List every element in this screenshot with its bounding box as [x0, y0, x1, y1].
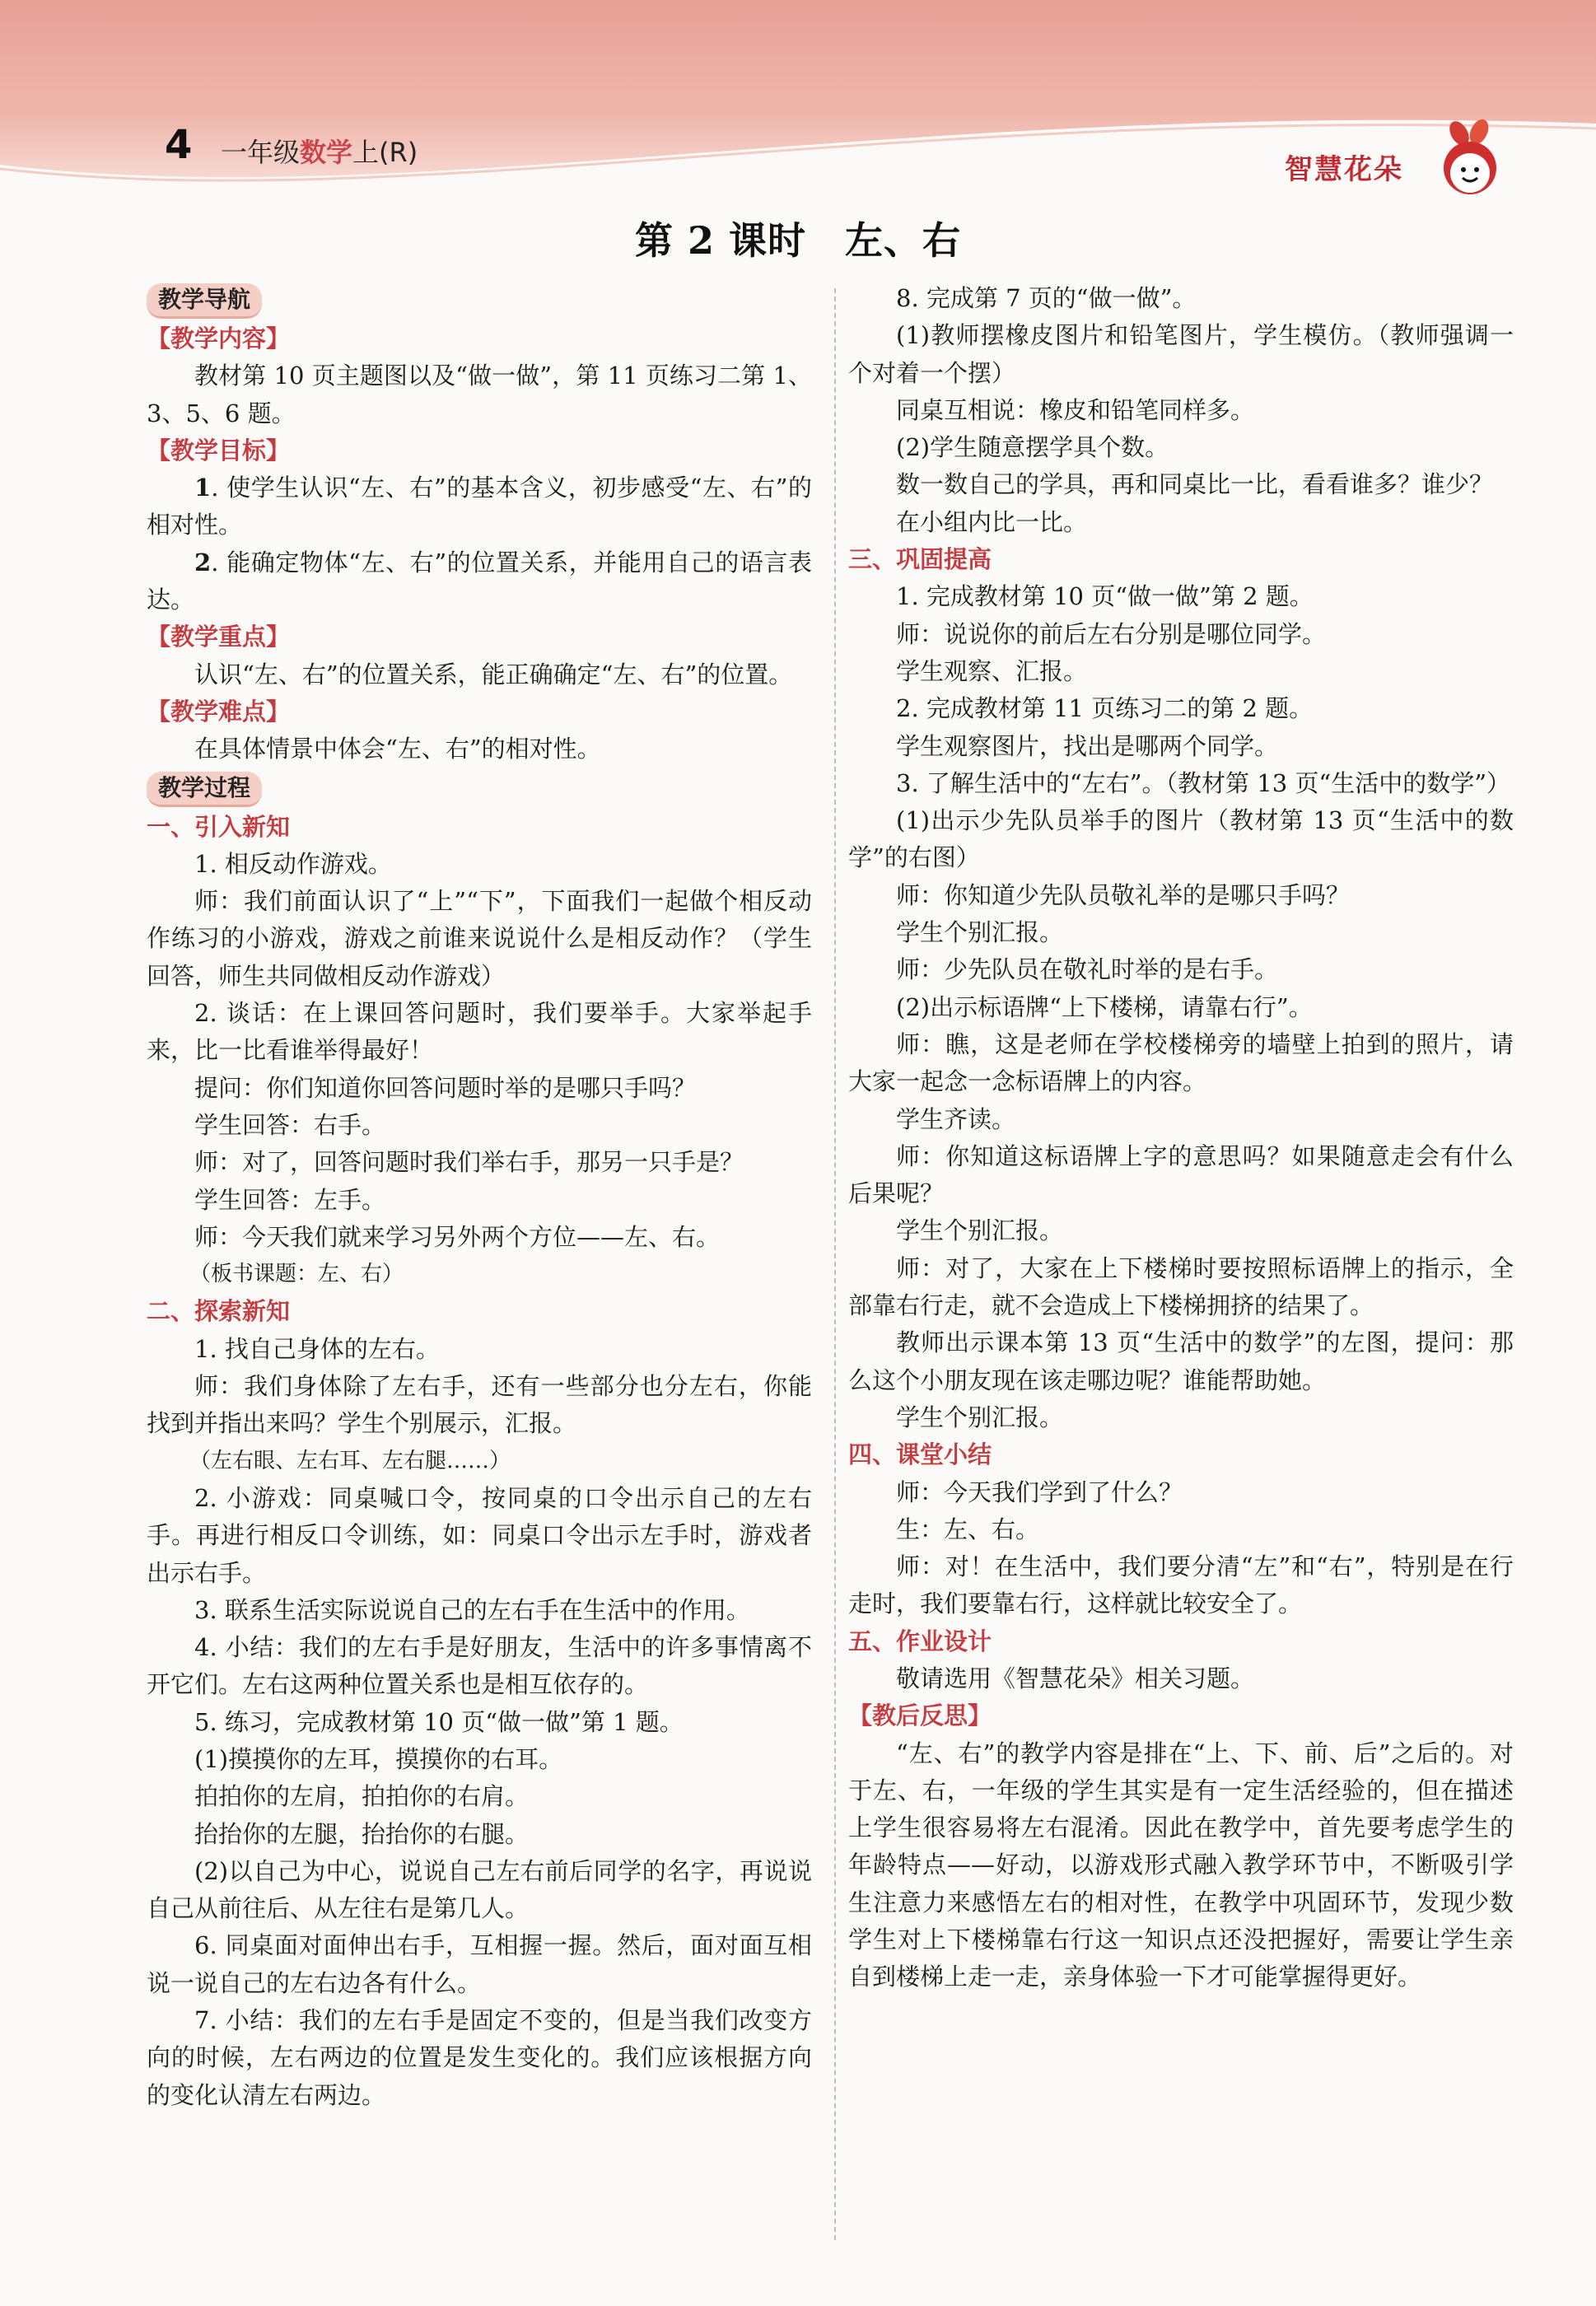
paragraph: 2. 谈话：在上课回答问题时，我们要举手。大家举起手来，比一比看谁举得最好！	[147, 999, 812, 1065]
mascot-icon	[1438, 115, 1502, 201]
paragraph: 师：说说你的前后左右分别是哪位同学。	[896, 619, 1327, 648]
paragraph: 学生回答：左手。	[194, 1185, 386, 1214]
paragraph: 拍拍你的左肩，拍拍你的右肩。	[194, 1782, 530, 1811]
paragraph: (1)出示少先队员举手的图片（教材第 13 页“生活中的数学”的右图）	[848, 806, 1514, 872]
right-column	[848, 280, 1514, 1996]
content-text: 教材第 10 页主题图以及“做一做”，第 11 页练习二第 1、3、5、6 题。	[147, 362, 812, 427]
book-title-edition: 上(R)	[352, 137, 418, 168]
paragraph: 1. 相反动作游戏。	[194, 849, 392, 878]
goal-2-text: . 能确定物体“左、右”的位置关系，并能用自己的语言表达。	[147, 548, 812, 614]
paragraph: 师：今天我们就来学习另外两个方位——左、右。	[194, 1222, 721, 1251]
paragraph: （左右眼、左右耳、左右腿……）	[189, 1448, 511, 1473]
paragraph: (1)教师摆橡皮图片和铅笔图片，学生模仿。（教师强调一个对着一个摆）	[848, 321, 1514, 387]
section-3-heading: 三、巩固提高	[848, 545, 992, 574]
lesson-title: 第 2 课时 左、右	[634, 218, 962, 263]
paragraph: 师：瞧，这是老师在学校楼梯旁的墙壁上拍到的照片，请大家一起念一念标语牌上的内容。	[848, 1029, 1514, 1096]
paragraph: 5. 练习，完成教材第 10 页“做一做”第 1 题。	[194, 1707, 684, 1736]
section-1-heading: 一、引入新知	[147, 812, 291, 841]
paragraph: 提问：你们知道你回答问题时举的是哪只手吗？	[194, 1073, 697, 1102]
paragraph: 学生观察、汇报。	[896, 656, 1088, 685]
page-number: 4	[165, 122, 193, 168]
paragraph: 在小组内比一比。	[896, 507, 1088, 536]
paragraph: 3. 联系生活实际说说自己的左右手在生活中的作用。	[194, 1595, 750, 1624]
section-2-heading: 二、探索新知	[147, 1297, 291, 1326]
book-title-grade: 一年级	[221, 137, 301, 168]
goal-2-number: 2	[194, 548, 212, 576]
goal-1-text: . 使学生认识“左、右”的基本含义，初步感受“左、右”的相对性。	[147, 474, 812, 539]
paragraph: 数一数自己的学具，再和同桌比一比，看看谁多？谁少？	[896, 470, 1494, 499]
paragraph: (2)学生随意摆学具个数。	[896, 433, 1169, 462]
paragraph: 生：左、右。	[896, 1515, 1040, 1543]
difficulty-text: 在具体情景中体会“左、右”的相对性。	[194, 735, 601, 763]
paragraph: （板书课题：左、右）	[189, 1262, 404, 1287]
goal-2	[147, 544, 812, 619]
paragraph: (2)以自己为中心，说说自己左右前后同学的名字，再说说自己从前往后、从左往右是第几人。	[147, 1856, 812, 1923]
paragraph: 师：你知道这标语牌上字的意思吗？如果随意走会有什么后果呢？	[848, 1141, 1514, 1208]
paragraph: 教师出示课本第 13 页“生活中的数学”的左图，提问：那么这个小朋友现在该走哪边呢？谁能帮助她。	[848, 1328, 1514, 1394]
paragraph: 6. 同桌面对面伸出右手，互相握一握。然后，面对面互相说一说自己的左右边各有什么。	[147, 1931, 812, 1997]
teaching-process-badge: 教学过程	[147, 772, 262, 807]
teaching-nav-badge: 教学导航	[147, 283, 262, 319]
section-5-heading: 五、作业设计	[848, 1627, 992, 1655]
paragraph: 学生个别汇报。	[896, 1403, 1064, 1431]
paragraph: 抬抬你的左腿，抬抬你的右腿。	[194, 1819, 530, 1848]
key-point-label: 【教学重点】	[147, 623, 291, 651]
book-title-subject: 数学	[300, 137, 353, 168]
section-4-heading: 四、课堂小结	[848, 1440, 992, 1469]
paragraph: 2. 小游戏：同桌喊口令，按同桌的口令出示自己的左右手。再进行相反口令训练，如：同桌口令出示左手时，游戏者出示右手。	[147, 1483, 812, 1587]
difficulty-label: 【教学难点】	[147, 697, 291, 726]
paragraph: 师：对了，大家在上下楼梯时要按照标语牌上的指示，全部靠右行走，就不会造成上下楼梯拥挤的结果了。	[848, 1253, 1514, 1320]
left-column	[147, 280, 812, 2114]
book-title	[221, 132, 418, 170]
paragraph: (1)摸摸你的左耳，摸摸你的右耳。	[194, 1744, 563, 1773]
reflection-label: 【教后反思】	[848, 1701, 992, 1730]
paragraph: 学生个别汇报。	[896, 1216, 1064, 1245]
brand-name: 智慧花朵	[1285, 153, 1403, 186]
paragraph: 同桌互相说：橡皮和铅笔同样多。	[896, 395, 1255, 424]
paragraph: 2. 完成教材第 11 页练习二的第 2 题。	[896, 694, 1314, 723]
reflection-text: “左、右”的教学内容是排在“上、下、前、后”之后的。对于左、右，一年级的学生其实是有一定生活经验的，但在描述上学生很容易将左右混淆。因此在教学中，首先要考虑学生的年龄特点——好动，以游戏形式融入教学环节中，不断吸引学生注意力来感悟左右的相对性，在教学中巩固环节，发现少数学生对上下楼梯靠右行这一知识点还没把握好，需要让学生亲自到楼梯上走一走，亲身体验一下才可能掌握得更好。	[848, 1739, 1514, 1991]
paragraph: 师：我们前面认识了“上”“下”，下面我们一起做个相反动作练习的小游戏，游戏之前谁来说说什么是相反动作？（学生回答，师生共同做相反动作游戏）	[147, 887, 812, 990]
paragraph: 学生齐读。	[896, 1104, 1016, 1133]
goals-label: 【教学目标】	[147, 436, 291, 464]
paragraph: 7. 小结：我们的左右手是固定不变的，但是当我们改变方向的时候，左右两边的位置是发生变化的。我们应该根据方向的变化认清左右两边。	[147, 2006, 812, 2109]
paragraph: 师：对了，回答问题时我们举右手，那另一只手是？	[194, 1148, 744, 1177]
goal-1	[147, 469, 812, 544]
goal-1-number: 1	[194, 474, 212, 502]
paragraph: 学生个别汇报。	[896, 918, 1064, 947]
paragraph: 4. 小结：我们的左右手是好朋友，生活中的许多事情离不开它们。左右这两种位置关系也是相互依存的。	[147, 1633, 812, 1699]
column-divider	[834, 288, 836, 2240]
paragraph: 1. 完成教材第 10 页“做一做”第 2 题。	[896, 582, 1314, 611]
key-point-text: 认识“左、右”的位置关系，能正确确定“左、右”的位置。	[194, 660, 793, 689]
paragraph: 师：今天我们学到了什么？	[896, 1477, 1183, 1506]
paragraph: 学生回答：右手。	[194, 1110, 386, 1139]
paragraph: 敬请选用《智慧花朵》相关习题。	[896, 1664, 1255, 1692]
paragraph: 师：对！在生活中，我们要分清“左”和“右”，特别是在行走时，我们要靠右行，这样就比较安全了。	[848, 1552, 1514, 1618]
paragraph: 师：你知道少先队员敬礼举的是哪只手吗？	[896, 880, 1351, 909]
paragraph: 师：我们身体除了左右手，还有一些部分也分左右，你能找到并指出来吗？学生个别展示，汇报。	[147, 1372, 812, 1438]
paragraph: (2)出示标语牌“上下楼梯，请靠右行”。	[896, 992, 1313, 1021]
paragraph: 师：少先队员在敬礼时举的是右手。	[896, 955, 1279, 984]
content-label: 【教学内容】	[147, 324, 291, 352]
paragraph: 学生观察图片，找出是哪两个同学。	[896, 731, 1279, 760]
paragraph: 3. 了解生活中的“左右”。（教材第 13 页“生活中的数学”）	[896, 768, 1511, 797]
paragraph: 8. 完成第 7 页的“做一做”。	[896, 284, 1197, 312]
paragraph: 1. 找自己身体的左右。	[194, 1334, 440, 1363]
